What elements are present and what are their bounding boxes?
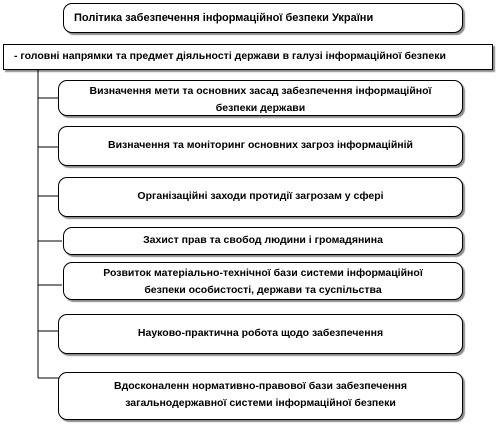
- item-box-5: [63, 262, 463, 300]
- item-1-line1: Визначення мети та основних засад забезпечення інформаційної: [89, 85, 432, 97]
- item-2-text: Визначення та моніторинг основних загроз інформаційній: [108, 139, 413, 152]
- item-1-line2: безпеки держави: [215, 102, 306, 115]
- title-text: Політика забезпечення інформаційної безпеки України: [74, 11, 374, 24]
- item-7-line1: Вдосконаленн нормативно-правової бази забезпечення: [114, 380, 407, 392]
- item-box-6: [58, 314, 463, 354]
- item-box-7: [58, 372, 463, 420]
- item-6-text: Науково-практична робота щодо забезпечення: [137, 327, 384, 340]
- item-box-1: [58, 80, 463, 116]
- item-3-text: Організаційні заходи протидії загрозам у сфері: [137, 190, 384, 203]
- item-5-line1: Розвиток матеріально-технічної бази системи інформаційної: [103, 267, 423, 279]
- item-4-text: Захист прав та свобод людини і громадянина: [143, 234, 383, 247]
- item-5-line2: безпеки особистості, держави та суспільства: [144, 284, 382, 297]
- item-box-2: [58, 126, 463, 166]
- item-box-3: [58, 177, 463, 217]
- title-box: [63, 3, 463, 33]
- subtitle-text: - головні напрямки та предмет діяльності держави в галузі інформаційної безпеки: [14, 50, 446, 63]
- subtitle-box: [3, 44, 493, 70]
- item-7-line2: загальнодержавної системи інформаційної безпеки: [125, 397, 396, 410]
- item-box-4: [63, 227, 463, 255]
